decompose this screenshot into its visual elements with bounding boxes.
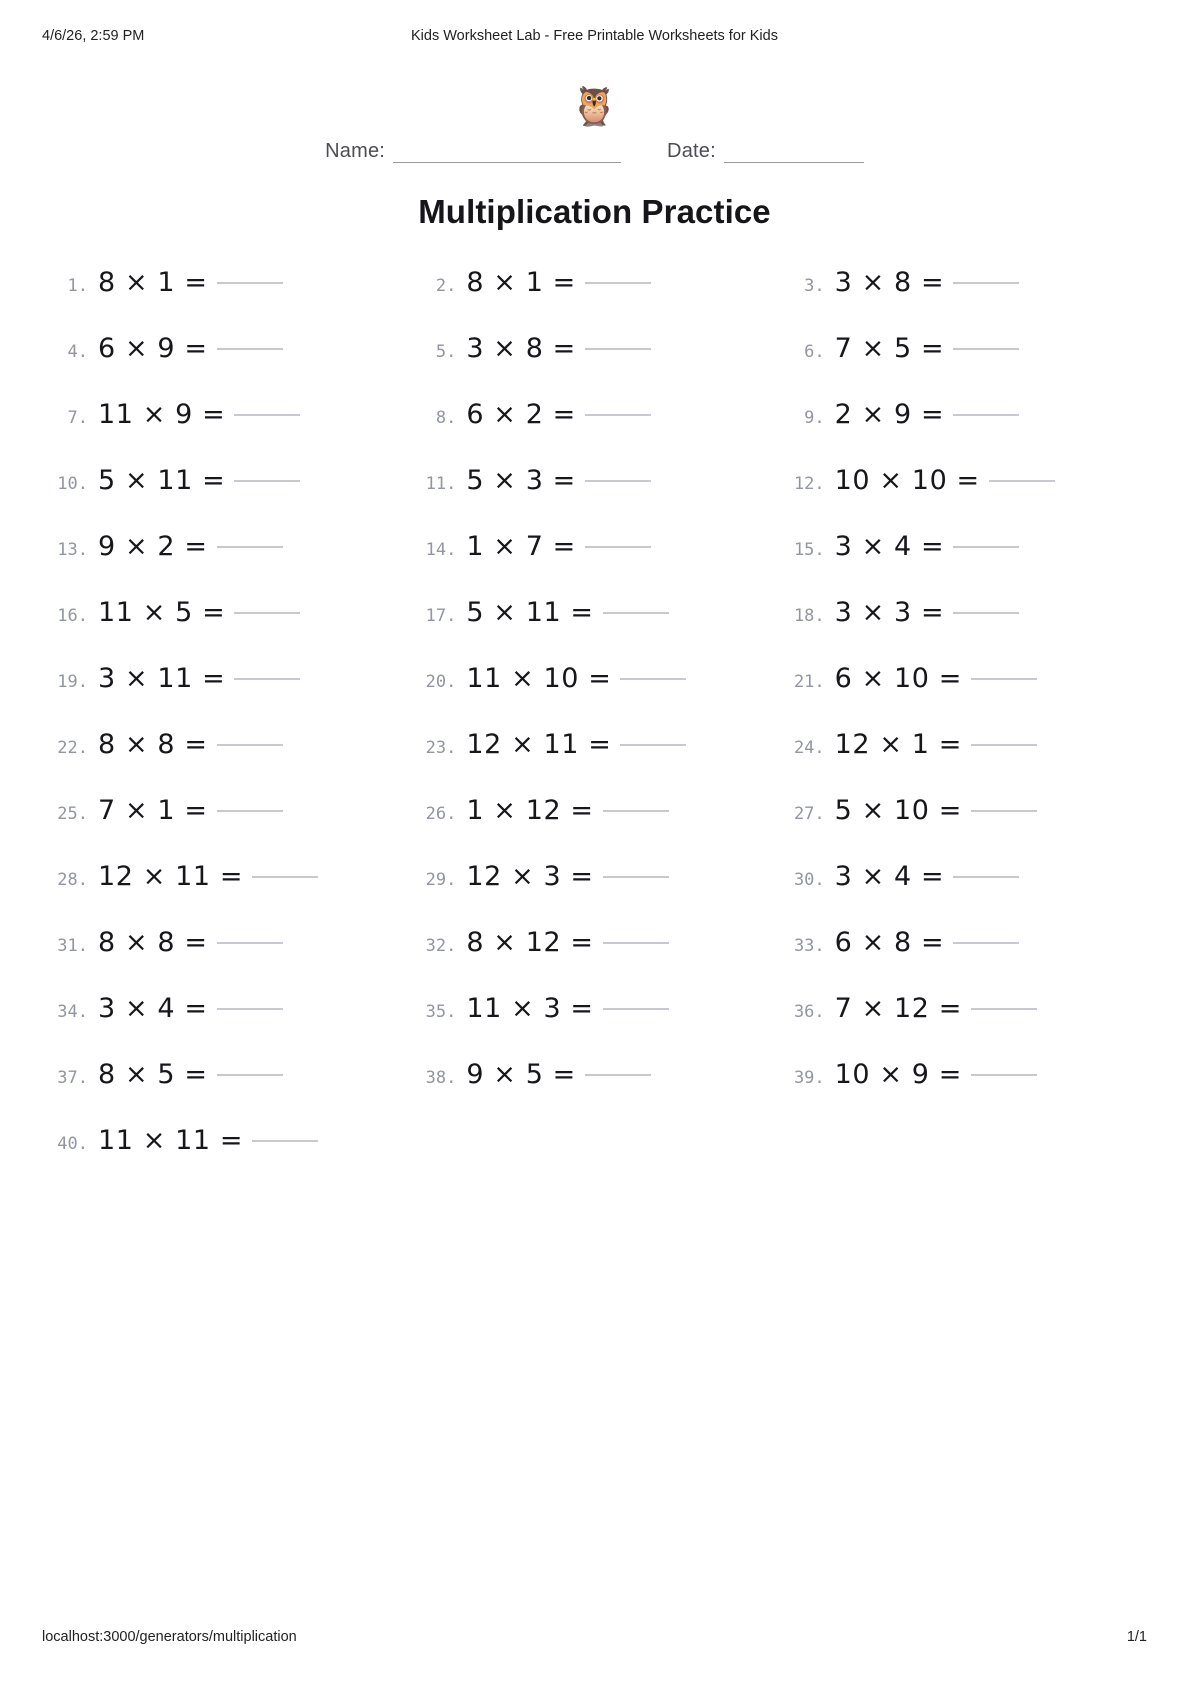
answer-blank[interactable]	[217, 282, 283, 284]
problem-number: 24.	[793, 738, 825, 758]
problem-number: 38.	[425, 1068, 457, 1088]
problem-expression: 11 × 3 =	[466, 993, 594, 1024]
problem-item	[410, 465, 778, 531]
problem-expression: 7 × 1 =	[98, 795, 208, 826]
problem-item	[42, 927, 410, 993]
page-title: Multiplication Practice	[418, 193, 771, 230]
problem-number: 22.	[57, 738, 88, 758]
date-field-group	[667, 140, 864, 163]
answer-blank[interactable]	[217, 1074, 283, 1076]
problem-expression: 6 × 10 =	[834, 663, 962, 694]
problem-number: 11.	[425, 474, 457, 494]
problem-item	[779, 927, 1147, 993]
answer-blank[interactable]	[603, 612, 669, 614]
problem-item	[42, 531, 410, 597]
problem-expression: 12 × 3 =	[466, 861, 594, 892]
problem-expression: 1 × 12 =	[466, 795, 594, 826]
problem-item	[42, 993, 410, 1059]
problem-expression: 11 × 10 =	[466, 663, 612, 694]
answer-blank[interactable]	[620, 678, 686, 680]
problem-expression: 3 × 8 =	[466, 333, 576, 364]
problem-item	[42, 1125, 410, 1191]
problem-expression: 11 × 9 =	[98, 399, 226, 430]
problem-expression: 3 × 4 =	[834, 531, 945, 562]
problem-item	[410, 333, 778, 399]
problem-item	[410, 927, 778, 993]
problem-number: 7.	[67, 408, 88, 428]
answer-blank[interactable]	[953, 546, 1019, 548]
answer-blank[interactable]	[252, 1140, 318, 1142]
answer-blank[interactable]	[585, 480, 651, 482]
problem-item	[410, 795, 778, 861]
problem-expression: 8 × 5 =	[98, 1059, 208, 1090]
answer-blank[interactable]	[620, 744, 686, 746]
date-write-line[interactable]	[724, 148, 864, 163]
problem-number: 20.	[425, 672, 457, 692]
problem-item	[42, 861, 410, 927]
print-url: localhost:3000/generators/multiplication	[42, 1629, 297, 1645]
problem-number: 10.	[57, 474, 88, 494]
problem-number: 23.	[425, 738, 457, 758]
problem-number: 15.	[793, 540, 825, 560]
problem-item	[42, 729, 410, 795]
problem-number: 39.	[793, 1068, 825, 1088]
answer-blank[interactable]	[585, 282, 651, 284]
problem-number: 21.	[793, 672, 825, 692]
problem-item	[42, 597, 410, 663]
problem-item	[779, 399, 1147, 465]
answer-blank[interactable]	[953, 282, 1019, 284]
answer-blank[interactable]	[234, 480, 300, 482]
worksheet-sheet	[42, 78, 1147, 1191]
answer-blank[interactable]	[252, 876, 318, 878]
answer-blank[interactable]	[603, 1008, 669, 1010]
problem-expression: 7 × 12 =	[834, 993, 962, 1024]
problem-number: 18.	[793, 606, 825, 626]
problem-expression: 8 × 8 =	[98, 927, 208, 958]
problem-item	[779, 1059, 1147, 1125]
answer-blank[interactable]	[971, 1074, 1037, 1076]
problem-item	[410, 729, 778, 795]
problem-item	[42, 399, 410, 465]
problem-number: 37.	[57, 1068, 88, 1088]
problem-expression: 9 × 2 =	[98, 531, 208, 562]
problem-number: 12.	[793, 474, 825, 494]
problems-grid	[42, 267, 1147, 1191]
logo-row	[42, 78, 1147, 136]
problem-expression: 3 × 3 =	[834, 597, 945, 628]
problem-expression: 8 × 1 =	[466, 267, 576, 298]
answer-blank[interactable]	[217, 810, 283, 812]
problem-expression: 3 × 4 =	[834, 861, 945, 892]
answer-blank[interactable]	[585, 546, 651, 548]
problem-item	[410, 663, 778, 729]
problem-item	[42, 333, 410, 399]
answer-blank[interactable]	[953, 414, 1019, 416]
answer-blank[interactable]	[971, 678, 1037, 680]
answer-blank[interactable]	[217, 348, 283, 350]
answer-blank[interactable]	[953, 612, 1019, 614]
problem-item	[779, 333, 1147, 399]
problem-number: 3.	[804, 276, 825, 296]
problem-expression: 11 × 5 =	[98, 597, 226, 628]
owl-logo-icon: 🦉	[570, 85, 619, 128]
problem-number: 31.	[57, 936, 88, 956]
problem-number: 17.	[425, 606, 457, 626]
answer-blank[interactable]	[953, 942, 1019, 944]
problem-expression: 12 × 11 =	[98, 861, 244, 892]
problem-number: 33.	[793, 936, 825, 956]
date-label: Date:	[667, 140, 716, 162]
problem-number: 27.	[793, 804, 825, 824]
problem-item	[42, 1059, 410, 1125]
problem-item	[42, 663, 410, 729]
problem-item	[779, 597, 1147, 663]
problem-number: 28.	[57, 870, 88, 890]
problem-number: 1.	[67, 276, 88, 296]
problem-expression: 6 × 2 =	[466, 399, 576, 430]
problem-number: 30.	[793, 870, 825, 890]
problem-expression: 8 × 1 =	[98, 267, 208, 298]
problem-item	[410, 993, 778, 1059]
problem-expression: 8 × 12 =	[466, 927, 594, 958]
problem-number: 5.	[435, 342, 457, 362]
problem-expression: 3 × 11 =	[98, 663, 226, 694]
problem-number: 6.	[804, 342, 825, 362]
problem-item	[410, 267, 778, 333]
answer-blank[interactable]	[971, 744, 1037, 746]
problem-item	[779, 465, 1147, 531]
problem-expression: 6 × 9 =	[98, 333, 208, 364]
problem-expression: 1 × 7 =	[466, 531, 576, 562]
problem-number: 35.	[425, 1002, 457, 1022]
problem-item	[42, 267, 410, 333]
problem-expression: 3 × 8 =	[834, 267, 945, 298]
print-page-number: 1/1	[1126, 1629, 1147, 1645]
problem-number: 26.	[425, 804, 457, 824]
answer-blank[interactable]	[217, 546, 283, 548]
problem-number: 16.	[57, 606, 88, 626]
problem-expression: 2 × 9 =	[834, 399, 945, 430]
problem-item	[42, 465, 410, 531]
problem-number: 9.	[804, 408, 825, 428]
problem-item	[410, 399, 778, 465]
print-header	[0, 28, 1189, 48]
problem-item	[410, 531, 778, 597]
problem-item	[779, 663, 1147, 729]
problem-number: 19.	[57, 672, 88, 692]
problem-number: 34.	[57, 1002, 88, 1022]
answer-blank[interactable]	[971, 1008, 1037, 1010]
problem-expression: 3 × 4 =	[98, 993, 208, 1024]
problem-item	[779, 531, 1147, 597]
problem-item	[779, 993, 1147, 1059]
problem-item	[410, 861, 778, 927]
problem-expression: 9 × 5 =	[466, 1059, 576, 1090]
answer-blank[interactable]	[217, 744, 283, 746]
problem-number: 14.	[425, 540, 457, 560]
problem-expression: 12 × 11 =	[466, 729, 612, 760]
answer-blank[interactable]	[953, 348, 1019, 350]
problem-expression: 5 × 3 =	[466, 465, 576, 496]
problem-item	[42, 795, 410, 861]
problem-item	[779, 267, 1147, 333]
problem-item	[779, 729, 1147, 795]
problem-number: 25.	[57, 804, 88, 824]
name-write-line[interactable]	[393, 148, 621, 163]
problem-expression: 5 × 10 =	[834, 795, 962, 826]
problem-expression: 12 × 1 =	[834, 729, 962, 760]
problem-expression: 8 × 8 =	[98, 729, 208, 760]
answer-blank[interactable]	[603, 810, 669, 812]
answer-blank[interactable]	[217, 1008, 283, 1010]
answer-blank[interactable]	[603, 942, 669, 944]
problem-number: 36.	[793, 1002, 825, 1022]
problem-expression: 10 × 9 =	[834, 1059, 962, 1090]
problem-number: 32.	[425, 936, 457, 956]
answer-blank[interactable]	[234, 678, 300, 680]
problem-expression: 11 × 11 =	[98, 1125, 244, 1156]
problem-expression: 6 × 8 =	[834, 927, 945, 958]
name-date-row	[42, 140, 1147, 163]
problem-number: 29.	[425, 870, 457, 890]
problem-item	[779, 795, 1147, 861]
print-document-title: Kids Worksheet Lab - Free Printable Worksheets for Kids	[411, 28, 778, 44]
name-field-group	[325, 140, 621, 163]
answer-blank[interactable]	[953, 876, 1019, 878]
answer-blank[interactable]	[234, 414, 300, 416]
name-label: Name:	[325, 140, 386, 162]
print-date-time: 4/6/26, 2:59 PM	[42, 28, 145, 44]
print-footer	[0, 1629, 1189, 1649]
problem-number: 40.	[57, 1134, 88, 1154]
answer-blank[interactable]	[603, 876, 669, 878]
problem-number: 13.	[57, 540, 88, 560]
answer-blank[interactable]	[585, 348, 651, 350]
problem-number: 8.	[435, 408, 457, 428]
answer-blank[interactable]	[971, 810, 1037, 812]
answer-blank[interactable]	[585, 1074, 651, 1076]
problem-item	[779, 861, 1147, 927]
answer-blank[interactable]	[989, 480, 1055, 482]
problem-expression: 10 × 10 =	[834, 465, 980, 496]
problem-number: 4.	[67, 342, 88, 362]
answer-blank[interactable]	[585, 414, 651, 416]
problem-expression: 7 × 5 =	[834, 333, 945, 364]
answer-blank[interactable]	[234, 612, 300, 614]
problem-expression: 5 × 11 =	[466, 597, 594, 628]
problem-expression: 5 × 11 =	[98, 465, 226, 496]
problem-item	[410, 597, 778, 663]
problem-item	[410, 1059, 778, 1125]
answer-blank[interactable]	[217, 942, 283, 944]
problem-number: 2.	[435, 276, 457, 296]
